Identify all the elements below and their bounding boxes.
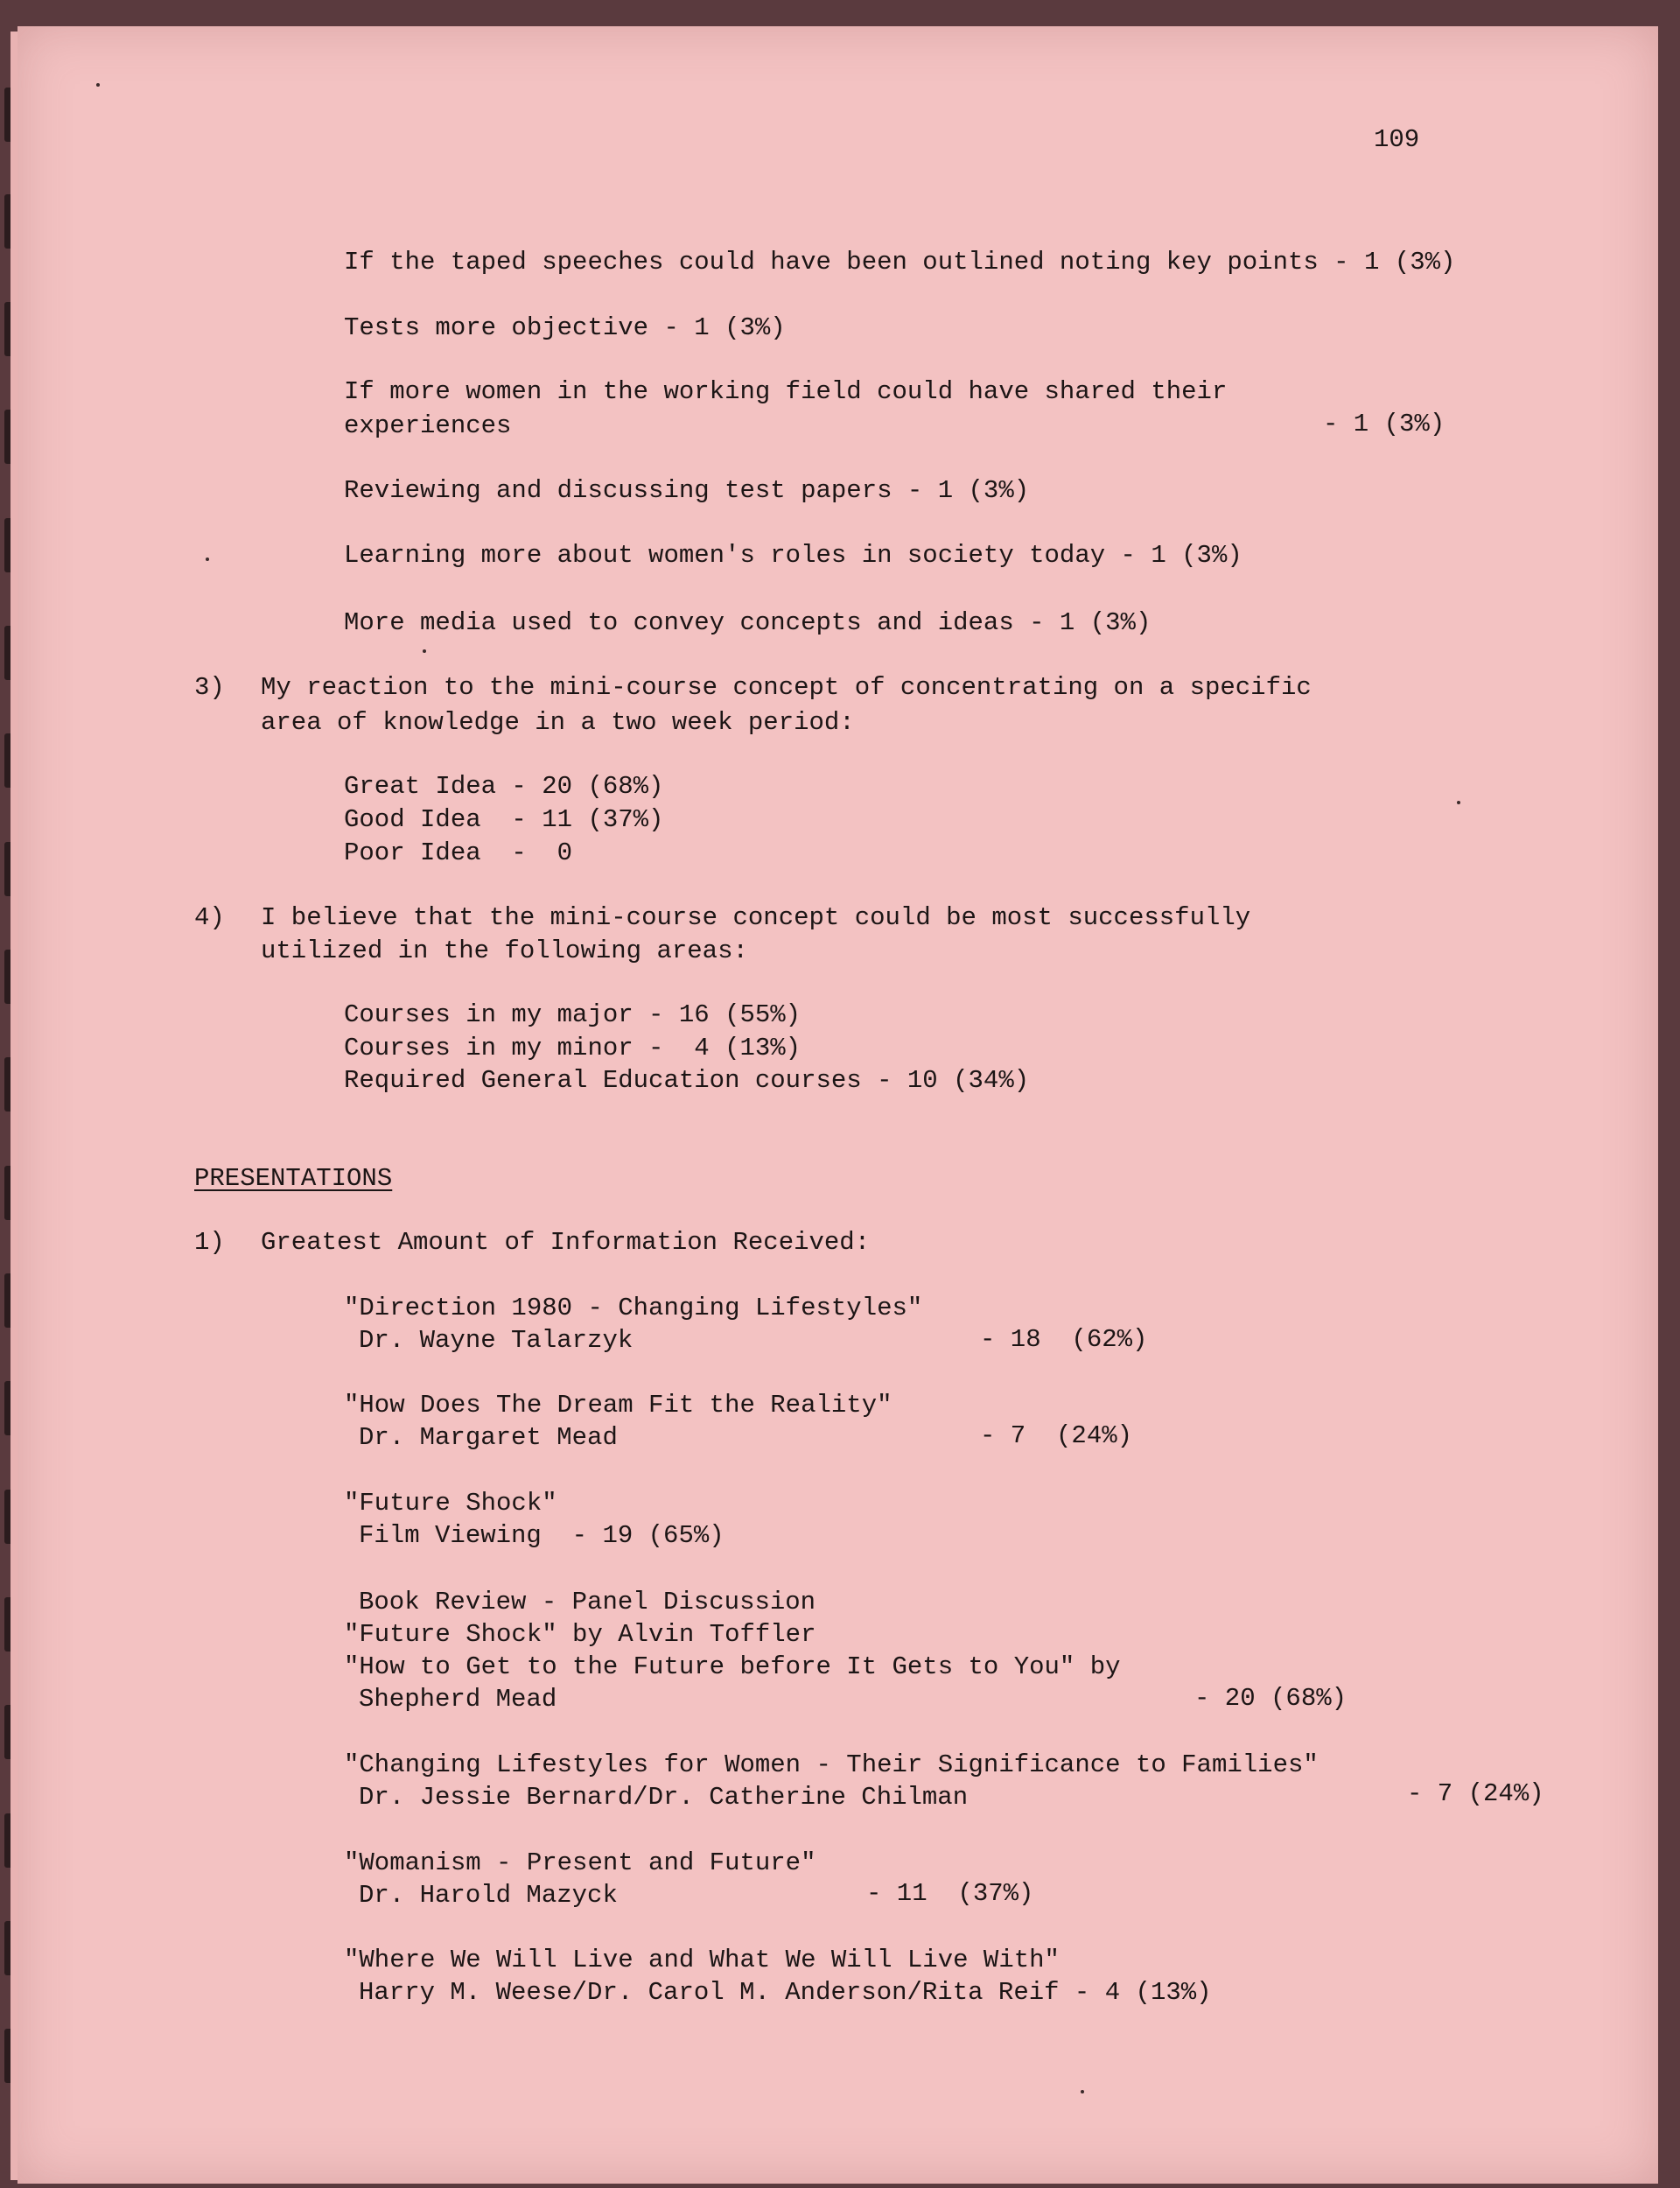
presentation-title: "Changing Lifestyles for Women - Their Significance to Families" bbox=[344, 1750, 1319, 1779]
feedback-item: Learning more about women's roles in society today - 1 (3%) bbox=[344, 541, 1242, 570]
question-text: area of knowledge in a two week period: bbox=[261, 708, 855, 737]
paper-speck bbox=[96, 83, 100, 87]
presentation-speaker: Dr. Margaret Mead bbox=[359, 1423, 618, 1452]
answer-line: Good Idea - 11 (37%) bbox=[344, 805, 664, 834]
presentation-result: - 7 (24%) bbox=[980, 1421, 1133, 1450]
answer-line: Courses in my minor - 4 (13%) bbox=[344, 1034, 802, 1062]
question-text: Greatest Amount of Information Received: bbox=[261, 1228, 871, 1257]
presentation-speaker: Dr. Wayne Talarzyk bbox=[359, 1326, 634, 1355]
answer-line: Courses in my major - 16 (55%) bbox=[344, 1000, 802, 1029]
feedback-item: If the taped speeches could have been outlined noting key points - 1 (3%) bbox=[344, 248, 1456, 277]
presentation-speaker: Dr. Jessie Bernard/Dr. Catherine Chilman bbox=[359, 1783, 969, 1812]
presentation-subtitle: "How to Get to the Future before It Gets to You" by bbox=[344, 1652, 1121, 1681]
feedback-item: Tests more objective - 1 (3%) bbox=[344, 313, 786, 342]
section-heading: PRESENTATIONS bbox=[194, 1164, 393, 1193]
presentation-speaker: Film Viewing - 19 (65%) bbox=[359, 1521, 724, 1550]
presentation-result: - 7 (24%) bbox=[1407, 1779, 1544, 1808]
presentation-result: - 18 (62%) bbox=[980, 1325, 1148, 1354]
presentation-title: "Where We Will Live and What We Will Live With" bbox=[344, 1946, 1060, 1974]
document-page bbox=[18, 26, 1658, 2184]
question-text: I believe that the mini-course concept could be most successfully bbox=[261, 903, 1251, 932]
question-number: 1) bbox=[194, 1228, 225, 1257]
page-number: 109 bbox=[1374, 125, 1420, 154]
feedback-item-continuation: experiences bbox=[344, 411, 512, 440]
paper-speck bbox=[1457, 801, 1460, 804]
presentation-speaker: Shepherd Mead bbox=[359, 1685, 557, 1714]
paper-speck bbox=[423, 649, 426, 653]
presentation-title: "How Does The Dream Fit the Reality" bbox=[344, 1391, 892, 1420]
question-text: My reaction to the mini-course concept of concentrating on a specific bbox=[261, 673, 1312, 702]
feedback-item: More media used to convey concepts and ideas - 1 (3%) bbox=[344, 608, 1152, 637]
presentation-speaker: Harry M. Weese/Dr. Carol M. Anderson/Rita Reif - 4 (13%) bbox=[359, 1978, 1212, 2007]
feedback-item: If more women in the working field could have shared their bbox=[344, 377, 1228, 406]
question-text: utilized in the following areas: bbox=[261, 936, 748, 965]
presentation-title: "Direction 1980 - Changing Lifestyles" bbox=[344, 1294, 923, 1322]
presentation-speaker: Dr. Harold Mazyck bbox=[359, 1881, 618, 1910]
presentation-subtitle: "Future Shock" by Alvin Toffler bbox=[344, 1620, 816, 1649]
feedback-item-result: - 1 (3%) bbox=[1323, 410, 1446, 438]
presentation-result: - 20 (68%) bbox=[1194, 1684, 1348, 1713]
presentation-title: Book Review - Panel Discussion bbox=[359, 1588, 816, 1616]
question-number: 3) bbox=[194, 673, 225, 702]
presentation-result: - 11 (37%) bbox=[866, 1879, 1034, 1908]
answer-line: Poor Idea - 0 bbox=[344, 838, 573, 867]
question-number: 4) bbox=[194, 903, 225, 932]
paper-speck bbox=[1081, 2090, 1084, 2093]
paper-speck bbox=[206, 558, 209, 561]
presentation-title: "Future Shock" bbox=[344, 1489, 557, 1518]
presentation-title: "Womanism - Present and Future" bbox=[344, 1848, 816, 1877]
answer-line: Great Idea - 20 (68%) bbox=[344, 772, 664, 801]
feedback-item: Reviewing and discussing test papers - 1 (3%) bbox=[344, 476, 1030, 505]
answer-line: Required General Education courses - 10 (34%) bbox=[344, 1066, 1030, 1095]
